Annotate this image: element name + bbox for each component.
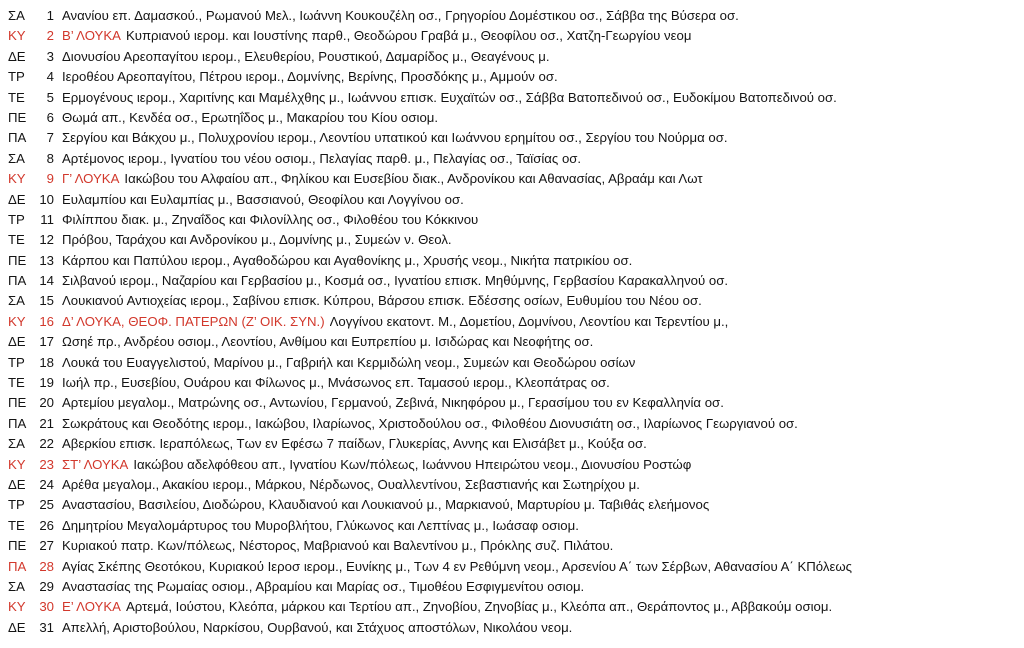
saints-of-the-day: Ιωήλ πρ., Ευσεβίου, Ουάρου και Φίλωνος μ., Μνάσωνος επ. Ταμασού ιερομ., Κλεοπάτρας οσ. — [62, 375, 610, 391]
day-number: 24 — [39, 476, 54, 492]
weekday-abbreviation: ΠΑ — [8, 130, 27, 146]
calendar-row — [8, 47, 1016, 67]
weekday-abbreviation: ΤΕ — [8, 232, 25, 248]
saints-of-the-day: Ωσηέ πρ., Ανδρέου οσιομ., Λεοντίου, Ανθίμου και Ευπρεπίου μ. Ισιδώρας και Νεοφήτης οσ. — [62, 334, 594, 350]
saints-of-the-day: Αρτέμονος ιερομ., Ιγνατίου του νέου οσιομ., Πελαγίας παρθ. μ., Πελαγίας οσ., Ταϊσίας οσ. — [62, 150, 582, 166]
weekday-abbreviation: ΣΑ — [8, 8, 25, 23]
saints-of-the-day: Σιλβανού ιερομ., Ναζαρίου και Γερβασίου μ., Κοσμά οσ., Ιγνατίου επισκ. Μηθύμνης, Γερβασίου Καρακαλληνού οσ. — [62, 273, 729, 289]
day-number: 11 — [40, 211, 54, 227]
weekday-abbreviation: ΠΕ — [8, 252, 27, 268]
day-number: 5 — [46, 89, 54, 105]
calendar-row — [8, 618, 1016, 638]
day-number: 27 — [39, 538, 54, 554]
day-number: 15 — [39, 293, 54, 309]
weekday-abbreviation: ΠΕ — [8, 395, 27, 411]
day-number: 16 — [39, 313, 54, 329]
saints-of-the-day: Σωκράτους και Θεοδότης ιερομ., Ιακώβου, Ιλαρίωνος, Χριστοδούλου οσ., Φιλοθέου Διονυσιάτη οσ., Ιλαρίωνος Γεωργιανού οσ. — [62, 415, 798, 431]
weekday-abbreviation: ΣΑ — [8, 578, 25, 594]
saints-of-the-day: Ευλαμπίου και Ευλαμπίας μ., Βασσιανού, Θεοφίλου και Λογγίνου οσ. — [62, 191, 464, 207]
weekday-abbreviation: ΤΕ — [8, 517, 25, 533]
calendar-row — [8, 557, 1016, 577]
day-number: 7 — [46, 130, 54, 146]
weekday-abbreviation: ΔΕ — [8, 476, 26, 492]
calendar-row — [8, 108, 1016, 128]
weekday-abbreviation: ΤΡ — [8, 69, 25, 85]
saints-of-the-day: Θωμά απ., Κενδέα οσ., Ερωτηΐδος μ., Μακαρίου του Κίου οσιομ. — [62, 109, 439, 125]
saints-of-the-day: Σεργίου και Βάκχου μ., Πολυχρονίου ιερομ., Λεοντίου υπατικού και Ιωάννου ερημίτου οσ., Σεργίου του Νούρμα οσ. — [62, 130, 728, 146]
weekday-abbreviation: ΔΕ — [8, 48, 26, 64]
saints-of-the-day: Λογγίνου εκατοντ. Μ., Δομετίου, Δομνίνου, Λεοντίου και Τερεντίου μ., — [329, 313, 729, 329]
saints-of-the-day: Ιακώβου του Αλφαίου απ., Φηλίκου και Ευσεβίου διακ., Ανδρονίκου και Αθανασίας, Αβραάμ και Λωτ — [124, 171, 703, 187]
saints-of-the-day: Φιλίππου διακ. μ., Ζηναΐδος και Φιλονίλλης οσ., Φιλοθέου του Κόκκινου — [62, 211, 479, 227]
weekday-abbreviation: ΤΕ — [8, 375, 25, 391]
calendar-row — [8, 312, 1016, 332]
saints-calendar-list — [8, 6, 1016, 638]
saints-of-the-day: Αναστασίου, Βασιλείου, Διοδώρου, Κλαυδιανού και Λουκιανού μ., Μαρκιανού, Μαρτυρίου μ. Ταβιθάς ελεήμονος — [62, 497, 710, 513]
calendar-row — [8, 597, 1016, 617]
sunday-gospel-label: Δ’ ΛΟΥΚΑ, ΘΕΟΦ. ΠΑΤΕΡΩΝ (Ζ’ ΟΙΚ. ΣΥΝ.) — [62, 313, 325, 329]
day-number: 29 — [39, 578, 54, 594]
day-number: 10 — [39, 191, 54, 207]
saints-of-the-day: Αρέθα μεγαλομ., Ακακίου ιερομ., Μάρκου, Νέρδωνος, Ουαλλεντίνου, Σεβαστιανής και Σωτηρίχου μ. — [62, 476, 640, 492]
saints-of-the-day: Αναστασίας της Ρωμαίας οσιομ., Αβραμίου και Μαρίας οσ., Τιμοθέου Εσφιγμενίτου οσιομ. — [62, 578, 585, 594]
saints-of-the-day: Κυπριανού ιερομ. και Ιουστίνης παρθ., Θεοδώρου Γραβά μ., Θεοφίλου οσ., Χατζη-Γεωργίου νεομ — [125, 28, 692, 44]
calendar-row — [8, 516, 1016, 536]
day-number: 3 — [46, 48, 54, 64]
weekday-abbreviation: ΚΥ — [8, 456, 26, 472]
weekday-abbreviation: ΚΥ — [8, 313, 26, 329]
calendar-row — [8, 495, 1016, 515]
saints-of-the-day: Ιακώβου αδελφόθεου απ., Ιγνατίου Κων/πόλεως, Ιωάννου Ηπειρώτου νεομ., Διονυσίου Ροστώφ — [133, 456, 692, 472]
sunday-gospel-label: ΣΤ’ ΛΟΥΚΑ — [62, 456, 129, 472]
saints-of-the-day: Αβερκίου επισκ. Ιεραπόλεως, Των εν Εφέσω 7 παίδων, Γλυκερίας, Αννης και Ελισάβετ μ., Κούξα οσ. — [62, 436, 647, 452]
calendar-row — [8, 230, 1016, 250]
day-number: 9 — [46, 171, 54, 187]
calendar-row — [8, 128, 1016, 148]
saints-of-the-day: Αρτεμά, Ιούστου, Κλεόπα, μάρκου και Τερτίου απ., Ζηνοβίου, Ζηνοβίας μ., Κλεόπα απ., Θεράποντος μ., Αββακούμ οσιομ. — [125, 599, 833, 615]
weekday-abbreviation: ΤΡ — [8, 211, 25, 227]
calendar-row — [8, 210, 1016, 230]
day-number: 20 — [39, 395, 54, 411]
saints-of-the-day: Δημητρίου Μεγαλομάρτυρος του Μυροβλήτου, Γλύκωνος και Λεπτίνας μ., Ιωάσαφ οσιομ. — [62, 517, 579, 533]
weekday-abbreviation: ΠΑ — [8, 273, 27, 289]
day-number: 30 — [39, 599, 54, 615]
calendar-row — [8, 414, 1016, 434]
day-number: 17 — [39, 334, 54, 350]
day-number: 23 — [39, 456, 54, 472]
sunday-gospel-label: Ε’ ΛΟΥΚΑ — [62, 599, 121, 615]
calendar-row — [8, 26, 1016, 46]
saints-of-the-day: Λουκά του Ευαγγελιστού, Μαρίνου μ., Γαβριήλ και Κερμιδώλη νεομ., Συμεών και Θεοδώρου οσίων — [62, 354, 636, 370]
day-number: 2 — [46, 28, 54, 44]
calendar-row — [8, 393, 1016, 413]
calendar-row — [8, 536, 1016, 556]
calendar-row — [8, 88, 1016, 108]
weekday-abbreviation: ΣΑ — [8, 293, 25, 309]
weekday-abbreviation: ΔΕ — [8, 191, 26, 207]
saints-of-the-day: Λουκιανού Αντιοχείας ιερομ., Σαβίνου επισκ. Κύπρου, Βάρσου επισκ. Εδέσσης οσίων, Ευθυμίου του Νέου οσ. — [62, 293, 702, 309]
day-number: 14 — [39, 273, 54, 289]
calendar-row — [8, 190, 1016, 210]
day-number: 22 — [39, 436, 54, 452]
day-number: 18 — [39, 354, 54, 370]
saints-of-the-day: Κυριακού πατρ. Κων/πόλεως, Νέστορος, Μαβριανού και Βαλεντίνου μ., Πρόκλης συζ. Πιλάτου. — [62, 538, 614, 554]
calendar-row — [8, 577, 1016, 597]
day-number: 19 — [39, 375, 54, 391]
day-number: 13 — [39, 252, 54, 268]
weekday-abbreviation: ΠΕ — [8, 109, 27, 125]
saints-of-the-day: Κάρπου και Παπύλου ιερομ., Αγαθοδώρου και Αγαθονίκης μ., Χρυσής νεομ., Νικήτα πατρικίου οσ. — [62, 252, 633, 268]
saints-of-the-day: Ιεροθέου Αρεοπαγίτου, Πέτρου ιερομ., Δομνίνης, Βερίνης, Προσδόκης μ., Αμμούν οσ. — [62, 69, 558, 85]
calendar-row — [8, 434, 1016, 454]
sunday-gospel-label: Γ’ ΛΟΥΚΑ — [62, 171, 120, 187]
day-number: 26 — [39, 517, 54, 533]
weekday-abbreviation: ΠΕ — [8, 538, 27, 554]
weekday-abbreviation: ΔΕ — [8, 334, 26, 350]
day-number: 31 — [39, 619, 54, 635]
weekday-abbreviation: ΚΥ — [8, 171, 26, 187]
weekday-abbreviation: ΣΑ — [8, 436, 25, 452]
saints-of-the-day: Πρόβου, Ταράχου και Ανδρονίκου μ., Δομνίνης μ., Συμεών ν. Θεολ. — [62, 232, 452, 248]
calendar-row — [8, 169, 1016, 189]
day-number: 4 — [46, 69, 54, 85]
weekday-abbreviation: ΚΥ — [8, 28, 26, 44]
day-number: 25 — [39, 497, 54, 513]
day-number: 1 — [46, 8, 54, 23]
saints-of-the-day: Ανανίου επ. Δαμασκού., Ρωμανού Μελ., Ιωάννη Κουκουζέλη οσ., Γρηγορίου Δομέστικου οσ., Σάββα της Βύσερα οσ. — [62, 8, 739, 23]
calendar-row — [8, 6, 1016, 26]
weekday-abbreviation: ΤΕ — [8, 89, 25, 105]
weekday-abbreviation: ΚΥ — [8, 599, 26, 615]
weekday-abbreviation: ΤΡ — [8, 497, 25, 513]
calendar-row — [8, 353, 1016, 373]
calendar-row — [8, 149, 1016, 169]
weekday-abbreviation: ΤΡ — [8, 354, 25, 370]
weekday-abbreviation: ΠΑ — [8, 415, 27, 431]
saints-of-the-day: Διονυσίου Αρεοπαγίτου ιερομ., Ελευθερίου, Ρουστικού, Δαμαρίδος μ., Θεαγένους μ. — [62, 48, 550, 64]
saints-of-the-day: Απελλή, Αριστοβούλου, Ναρκίσου, Ουρβανού, και Στάχυος αποστόλων, Νικολάου νεομ. — [62, 619, 573, 635]
calendar-row — [8, 373, 1016, 393]
weekday-abbreviation: ΠΑ — [8, 558, 27, 574]
weekday-abbreviation: ΔΕ — [8, 619, 26, 635]
saints-of-the-day: Αγίας Σκέπης Θεοτόκου, Κυριακού Ιεροσ ιερομ., Ευνίκης μ., Των 4 εν Ρεθύμνη νεομ., Αρσενίου Α΄ των Σέρβων, Αθανασίου Α΄ ΚΠόλεως — [62, 558, 852, 574]
calendar-row — [8, 271, 1016, 291]
saints-of-the-day: Ερμογένους ιερομ., Χαριτίνης και Μαμέλχθης μ., Ιωάννου επισκ. Ευχαϊτών οσ., Σάββα Βατοπεδινού οσ., Ευδοκίμου Βατοπεδινού οσ. — [62, 89, 837, 105]
calendar-row — [8, 475, 1016, 495]
sunday-gospel-label: Β’ ΛΟΥΚΑ — [62, 28, 121, 44]
day-number: 28 — [39, 558, 54, 574]
calendar-row — [8, 291, 1016, 311]
day-number: 8 — [46, 150, 54, 166]
day-number: 6 — [46, 109, 54, 125]
calendar-row — [8, 455, 1016, 475]
calendar-row — [8, 67, 1016, 87]
weekday-abbreviation: ΣΑ — [8, 150, 25, 166]
day-number: 21 — [39, 415, 54, 431]
calendar-row — [8, 332, 1016, 352]
day-number: 12 — [39, 232, 54, 248]
saints-of-the-day: Αρτεμίου μεγαλομ., Ματρώνης οσ., Αντωνίου, Γερμανού, Ζεβινά, Νικηφόρου μ., Γερασίμου του εν Κεφαλληνία οσ. — [62, 395, 724, 411]
calendar-row — [8, 251, 1016, 271]
